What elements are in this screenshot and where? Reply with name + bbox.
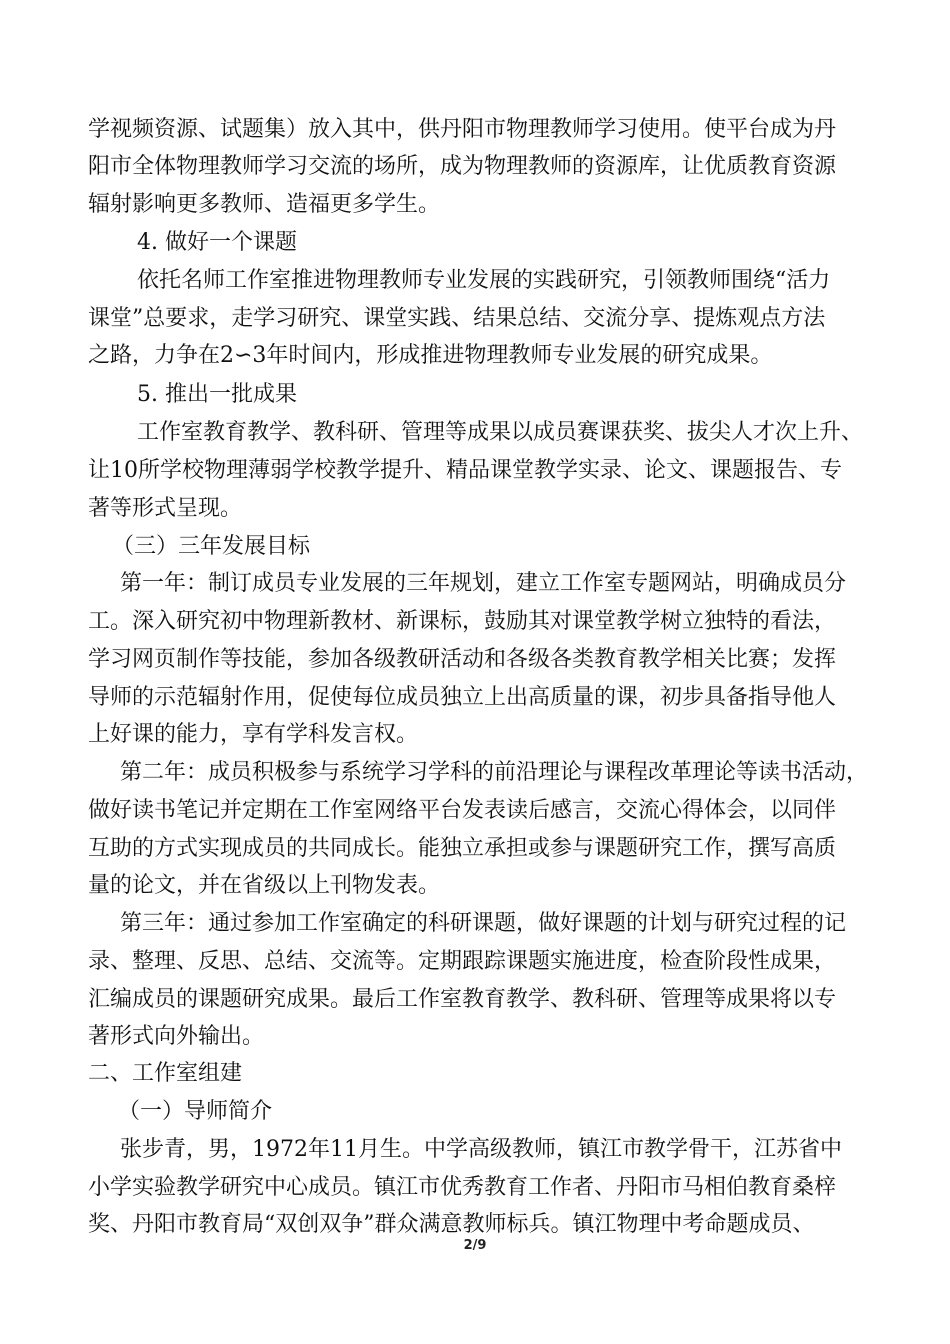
text-line: 阳市全体物理教师学习交流的场所，成为物理教师的资源库，让优质教育资源: [88, 154, 837, 179]
text-line: 学视频资源、试题集）放入其中，供丹阳市物理教师学习使用。使平台成为丹: [88, 117, 837, 142]
text-line: 依托名师工作室推进物理教师专业发展的实践研究，引领教师围绕“活力: [137, 268, 831, 293]
text-line: 让10所学校物理薄弱学校教学提升、精品课堂教学实录、论文、课题报告、专: [88, 458, 842, 483]
section-heading: （一）导师简介: [118, 1099, 273, 1124]
text-line: 第三年：通过参加工作室确定的科研课题，做好课题的计划与研究过程的记: [120, 911, 847, 936]
text-line: 学习网页制作等技能，参加各级教研活动和各级各类教育教学相关比赛；发挥: [88, 647, 837, 672]
text-line: 量的论文，并在省级以上刊物发表。: [88, 873, 441, 898]
text-line: 互助的方式实现成员的共同成长。能独立承担或参与课题研究工作，撰写高质: [88, 836, 837, 861]
text-line: 小学实验教学研究中心成员。镇江市优秀教育工作者、丹阳市马相伯教育桑梓: [88, 1175, 837, 1200]
text-line: 导师的示范辐射作用，促使每位成员独立上出高质量的课，初步具备指导他人: [88, 685, 837, 710]
text-line: 第二年：成员积极参与系统学习学科的前沿理论与课程改革理论等读书活动，: [120, 760, 869, 785]
text-line: 录、整理、反思、总结、交流等。定期跟踪课题实施进度，检查阶段性成果，: [88, 949, 837, 974]
text-line: 做好读书笔记并定期在工作室网络平台发表读后感言，交流心得体会，以同伴: [88, 798, 837, 823]
text-line: 奖、丹阳市教育局“双创双争”群众满意教师标兵。镇江物理中考命题成员、: [88, 1212, 815, 1237]
text-line: 之路，力争在2∽3年时间内，形成推进物理教师专业发展的研究成果。: [88, 343, 773, 368]
section-heading: 二、工作室组建: [88, 1061, 243, 1086]
text-line: 上好课的能力，享有学科发言权。: [88, 722, 419, 747]
text-line: 张步青，男，1972年11月生。中学高级教师，镇江市教学骨干，江苏省中: [120, 1137, 842, 1162]
text-line: 著形式向外输出。: [88, 1024, 265, 1049]
page-number: 2/9: [463, 1238, 487, 1253]
text-line: 课堂”总要求，走学习研究、课堂实践、结果总结、交流分享、提炼观点方法: [88, 306, 826, 331]
text-line: 工。深入研究初中物理新教材、新课标，鼓励其对课堂教学树立独特的看法，: [88, 609, 837, 634]
text-line: 工作室教育教学、教科研、管理等成果以成员赛课获奖、拔尖人才次上升、: [137, 420, 864, 445]
text-line: 著等形式呈现。: [88, 496, 243, 521]
text-line: 第一年：制订成员专业发展的三年规划，建立工作室专题网站，明确成员分: [120, 571, 847, 596]
text-line: 辐射影响更多教师、造福更多学生。: [88, 192, 441, 217]
section-heading: （三）三年发展目标: [112, 534, 311, 559]
section-heading: 5. 推出一批成果: [137, 382, 297, 407]
section-heading: 4. 做好一个课题: [137, 230, 297, 255]
text-line: 汇编成员的课题研究成果。最后工作室教育教学、教科研、管理等成果将以专: [88, 987, 837, 1012]
